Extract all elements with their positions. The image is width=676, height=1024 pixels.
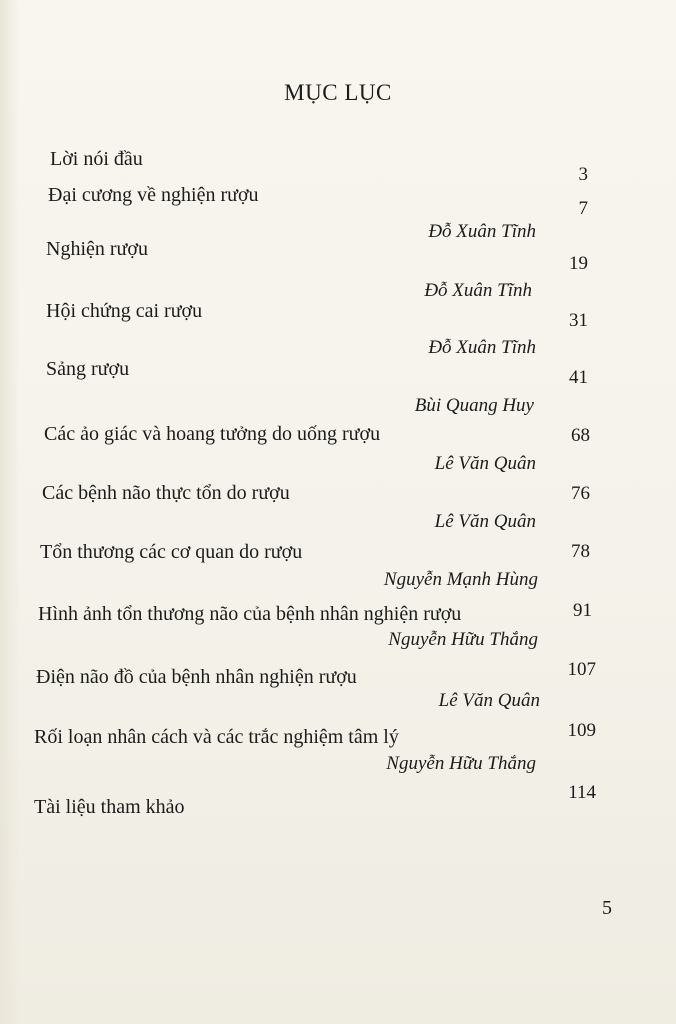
toc-entry-title: Hội chứng cai rượu <box>46 300 203 322</box>
toc-entry-page: 31 <box>569 310 588 331</box>
toc-entry-author: Đỗ Xuân Tĩnh <box>424 280 532 301</box>
toc-entry-author: Bùi Quang Huy <box>414 395 534 416</box>
toc-entry-author: Nguyễn Hữu Thắng <box>386 753 536 774</box>
toc-entry-page: 114 <box>568 782 596 803</box>
toc-entry-author: Nguyễn Mạnh Hùng <box>383 569 538 590</box>
toc-entry-page: 109 <box>567 720 596 741</box>
toc-entry-title: Tài liệu tham khảo <box>34 796 185 818</box>
toc-entry-title: Rối loạn nhân cách và các trắc nghiệm tâm lý <box>34 726 399 748</box>
toc-entry-title: Đại cương về nghiện rượu <box>48 184 259 206</box>
toc-entry-page: 107 <box>567 659 596 680</box>
toc-entry-author: Lê Văn Quân <box>434 453 536 474</box>
toc-entry-author: Đỗ Xuân Tĩnh <box>428 221 536 242</box>
toc-entry-title: Các bệnh não thực tổn do rượu <box>42 482 290 504</box>
toc-entry-page: 91 <box>573 600 592 621</box>
page-title: MỤC LỤC <box>284 80 392 105</box>
page-number: 5 <box>602 897 612 919</box>
toc-entry-title: Điện não đồ của bệnh nhân nghiện rượu <box>36 666 357 688</box>
toc-entry-title: Hình ảnh tổn thương não của bệnh nhân nghiện rượu <box>38 603 462 625</box>
page-shadow <box>0 0 20 1024</box>
toc-entry-page: 76 <box>571 483 590 504</box>
toc-entry-author: Lê Văn Quân <box>434 511 536 532</box>
toc-entry-page: 7 <box>578 198 588 219</box>
toc-entry-page: 41 <box>569 367 588 388</box>
toc-entry-title: Nghiện rượu <box>46 238 148 260</box>
toc-entry-title: Tổn thương các cơ quan do rượu <box>40 541 303 563</box>
toc-entry-page: 3 <box>578 164 588 185</box>
toc-entry-author: Lê Văn Quân <box>438 690 540 711</box>
toc-entry-page: 19 <box>569 253 588 274</box>
toc-entry-page: 68 <box>571 425 590 446</box>
toc-entry-title: Lời nói đầu <box>50 148 143 170</box>
toc-entry-author: Đỗ Xuân Tĩnh <box>428 337 536 358</box>
toc-entry-title: Sảng rượu <box>46 358 130 380</box>
toc-entry-page: 78 <box>571 541 590 562</box>
toc-entry-author: Nguyễn Hữu Thắng <box>388 629 538 650</box>
toc-entry-title: Các ảo giác và hoang tưởng do uống rượu <box>44 423 381 445</box>
